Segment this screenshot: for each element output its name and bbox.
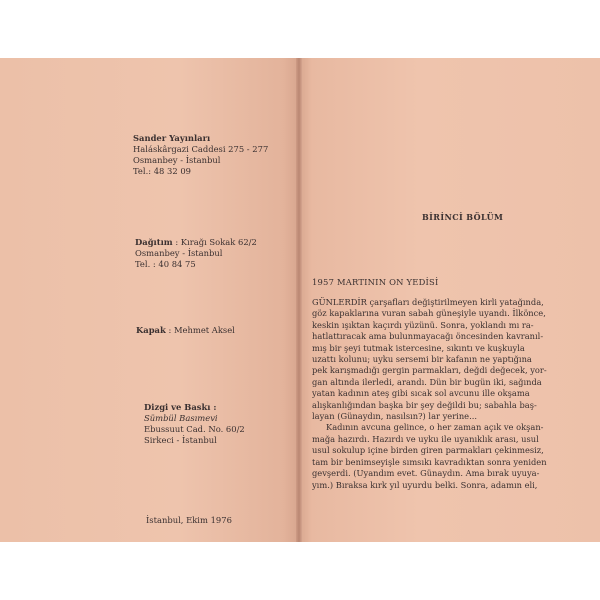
distribution-address: : Kırağı Sokak 62/2 — [175, 237, 257, 247]
distribution-block — [135, 237, 257, 270]
cover-artist: : Mehmet Aksel — [168, 325, 235, 335]
publisher-phone: Tel.: 48 32 09 — [133, 166, 192, 176]
imprint-date — [146, 515, 232, 526]
cover-label: Kapak — [136, 325, 166, 335]
print-block — [144, 402, 245, 446]
distribution-city: Osmanbey - İstanbul — [135, 248, 223, 258]
publisher-block — [133, 133, 268, 177]
text-line: keskin ışıktan kaçırdı yüzünü. Sonra, yoklandı mı ra- — [312, 319, 534, 330]
chapter-body — [312, 297, 582, 491]
cover-credit — [136, 325, 235, 336]
text-line: layan (Günaydın, nasılsın?) lar yerine... — [312, 411, 478, 422]
text-line: uzattı kolunu; uyku sersemi bir kafanın ne yaptığına — [312, 354, 532, 365]
text-line: tam bir benimseyişle sımsıkı kavradıktan sonra yeniden — [312, 456, 547, 467]
printer-city: Sirkeci - İstanbul — [144, 435, 217, 445]
text-line: gan altında ilerledi, arandı. Dün bir bugün iki, sağında — [312, 376, 542, 387]
book-gutter — [296, 58, 302, 542]
text-line: mağa hazırdı. Hazırdı ve uyku ile uyanıklık arası, usul — [312, 433, 539, 444]
printer-name: Sümbül Basımevi — [144, 413, 218, 423]
text-line: gevşerdi. (Uyandım evet. Günaydın. Ama bırak uyuya- — [312, 468, 540, 479]
text-line: yım.) Bıraksa kırk yıl uyurdu belki. Sonra, adamın eli, — [312, 479, 538, 490]
text-line: yatan kadının ateş gibi sıcak sol avcunu ille okşama — [312, 388, 530, 399]
text-line: Kadının avcuna gelince, o her zaman açık ve okşan- — [326, 422, 544, 433]
printer-address: Ebussuut Cad. No. 60/2 — [144, 424, 245, 434]
print-label: Dizgi ve Baskı : — [144, 402, 217, 412]
publisher-name: Sander Yayınları — [133, 133, 211, 143]
text-line: göz kapaklarına vuran sabah güneşiyle uyandı. İlkönce, — [312, 308, 546, 319]
chapter-heading: BİRİNCİ BÖLÜM — [422, 212, 504, 222]
publisher-city: Osmanbey - İstanbul — [133, 155, 221, 165]
chapter-date-line: 1957 MARTININ ON YEDİSİ — [312, 277, 439, 287]
text-line: GÜNLERDİR çarşafları değiştirilmeyen kirli yatağında, — [312, 297, 544, 307]
left-page — [0, 58, 298, 542]
publisher-address: Haláskârgazi Caddesi 275 - 277 — [133, 144, 269, 154]
distribution-phone: Tel. : 40 84 75 — [135, 259, 196, 269]
distribution-label: Dağıtım — [135, 237, 173, 247]
text-line: alışkanlığından başka bir şey değildi bu; sabahla baş- — [312, 399, 537, 410]
imprint-text: İstanbul, Ekim 1976 — [146, 515, 232, 525]
text-line: mış bir şeyi tutmak istercesine, sıkıntı ve kuşkuyla — [312, 342, 525, 353]
text-line: usul sokulup içine birden giren parmakları çekinmesiz, — [312, 445, 544, 456]
text-line: pek karışmadığı gergin parmakları, değdi değecek, yor- — [312, 365, 547, 376]
text-line: hatlattıracak ama bulunmayacağı öncesinden kavranıl- — [312, 331, 544, 342]
